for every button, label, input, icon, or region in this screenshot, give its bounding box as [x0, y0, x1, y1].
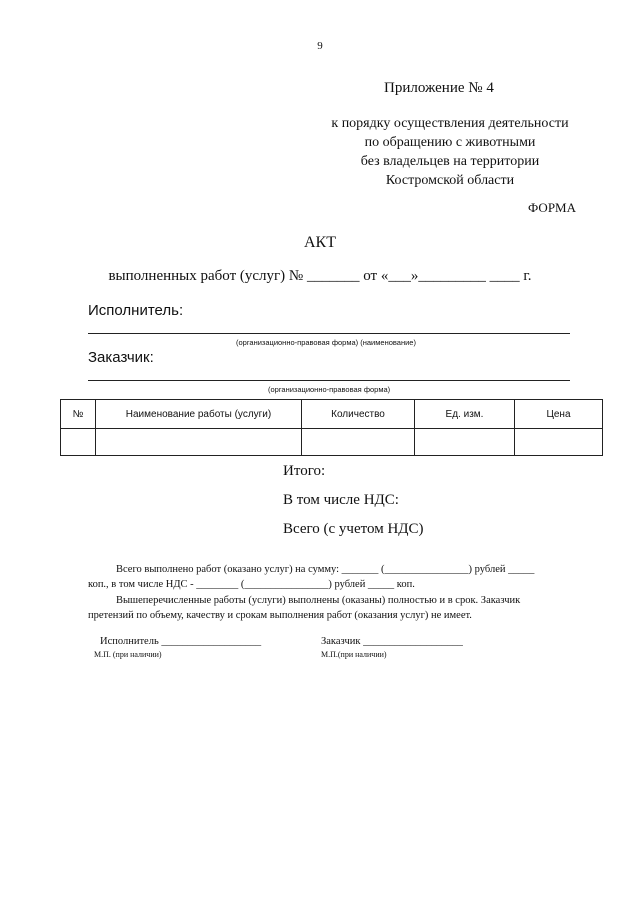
vat-label: В том числе НДС: [283, 492, 399, 508]
cell-quantity [302, 429, 415, 456]
total-label: Итого: [283, 463, 326, 479]
executor-line [88, 333, 570, 334]
header-price: Цена [515, 400, 603, 429]
header-unit: Ед. изм. [415, 400, 515, 429]
cell-unit [415, 429, 515, 456]
customer-line [88, 380, 570, 381]
forma-label: ФОРМА [528, 200, 576, 215]
appendix-title: Приложение № 4 [384, 80, 494, 96]
executor-label: Исполнитель: [88, 302, 184, 319]
header-work-name: Наименование работы (услуги) [96, 400, 302, 429]
executor-signature: Исполнитель ___________________ [100, 636, 262, 647]
cell-price [515, 429, 603, 456]
order-line: без владельцев на территории [360, 154, 540, 169]
act-subtitle: выполненных работ (услуг) № _______ от «___»_________ ____ г. [108, 268, 532, 284]
cell-number [61, 429, 96, 456]
customer-label: Заказчик: [88, 349, 154, 366]
cell-work-name [96, 429, 302, 456]
header-number: № [61, 400, 96, 429]
header-quantity: Количество [302, 400, 415, 429]
works-table [60, 399, 603, 456]
act-title: АКТ [304, 234, 336, 251]
customer-stamp-note: М.П.(при наличии) [321, 650, 387, 659]
total-with-vat-label: Всего (с учетом НДС) [283, 521, 424, 537]
order-line: Костромской области [385, 173, 515, 188]
customer-signature: Заказчик ___________________ [321, 636, 463, 647]
sum-line-2: коп., в том числе НДС - ________ (________________) рублей _____ коп. [88, 579, 415, 590]
table-row [61, 429, 603, 456]
executor-hint: (организационно-правовая форма) (наименование) [236, 338, 416, 347]
table-header-row [61, 400, 603, 429]
page-number: 9 [317, 40, 323, 52]
order-line: к порядку осуществления деятельности [331, 116, 569, 131]
order-reference [300, 114, 600, 190]
statement-paragraph [88, 593, 576, 623]
sum-paragraph [88, 562, 576, 592]
statement-line-2: претензий по объему, качеству и срокам выполнения работ (оказания услуг) не имеет. [88, 610, 472, 621]
customer-hint: (организационно-правовая форма) [268, 385, 391, 394]
executor-stamp-note: М.П. (при наличии) [94, 650, 162, 659]
order-line: по обращению с животными [364, 135, 536, 150]
sum-line-1: Всего выполнено работ (оказано услуг) на сумму: _______ (________________) рублей _____ [116, 564, 535, 575]
statement-line-1: Вышеперечисленные работы (услуги) выполнены (оказаны) полностью и в срок. Заказчик [116, 595, 521, 606]
